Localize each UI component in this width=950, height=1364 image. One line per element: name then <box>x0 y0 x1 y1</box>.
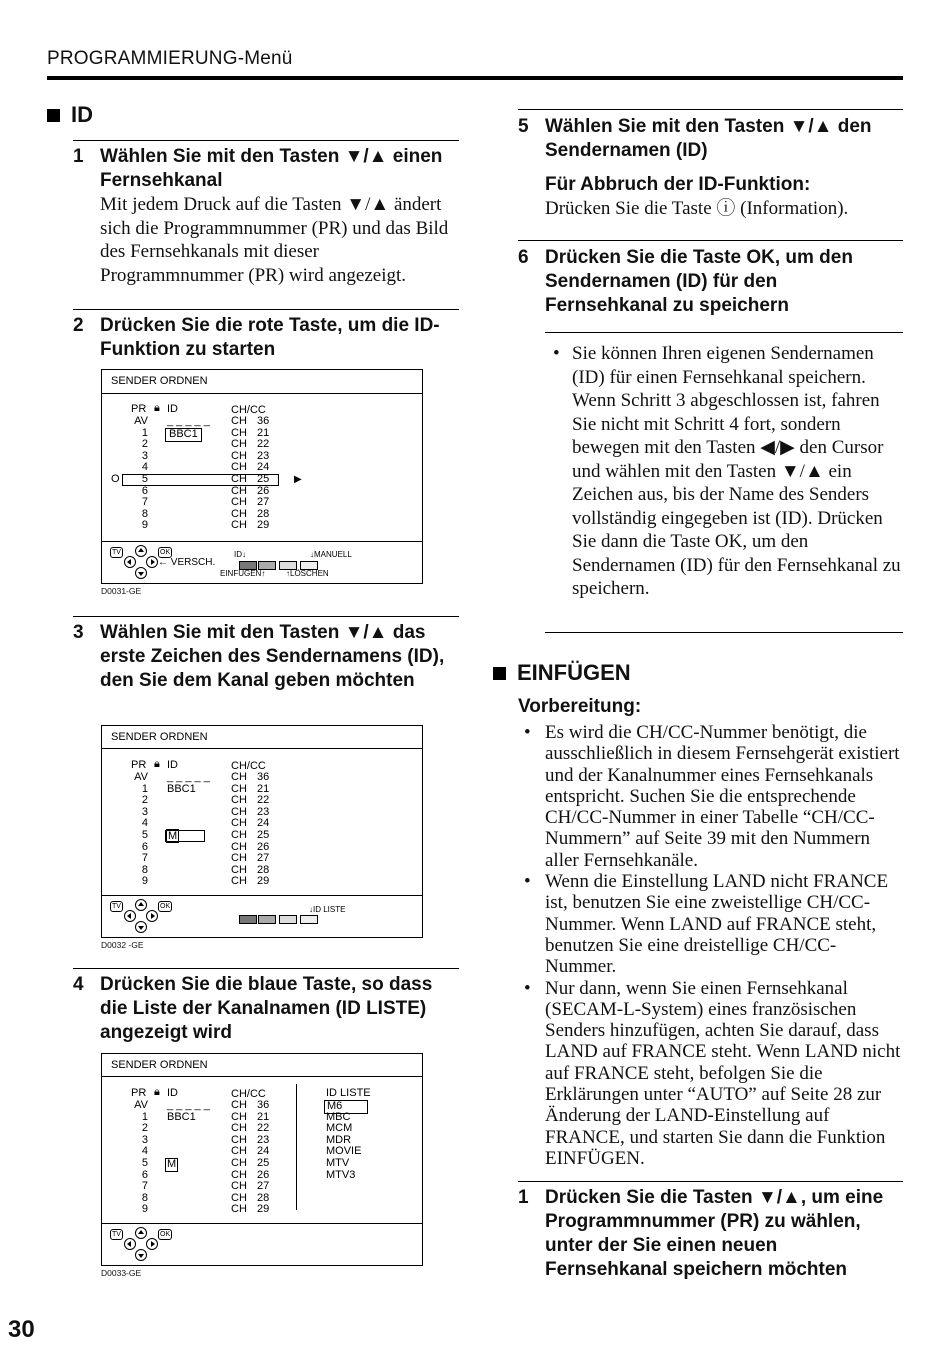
ch-number: 21 <box>257 782 270 795</box>
list-item-text: Wenn die Einstellung LAND nicht FRANCE ist, benutzen Sie eine zweistellige CH/CC-Nummer. Wenn LAND auf FRANCE steht, benutzen Sie eine dreistellige CH/CC-Nummer. <box>545 871 889 978</box>
section-heading-einfuegen: EINFÜGEN <box>493 660 903 686</box>
pr-number: 4 <box>141 1145 148 1158</box>
section-heading-id: ID <box>47 102 459 128</box>
ch-number: 21 <box>257 1110 270 1123</box>
figure-code: D0033-GE <box>101 1268 142 1278</box>
col-id-label: ID <box>167 759 178 771</box>
col-pr-label: PR <box>131 403 147 415</box>
einfuegen-step-1 <box>518 1186 903 1282</box>
ch-number: 27 <box>257 852 270 865</box>
ch-number: 22 <box>257 794 270 807</box>
pr-number: 9 <box>141 875 148 888</box>
ch-number: 25 <box>257 1157 270 1169</box>
figure-code: D0032 -GE <box>101 940 144 950</box>
id-list-title: ID LISTE <box>326 1087 371 1099</box>
pr-number: 7 <box>141 852 148 865</box>
ch-number: 28 <box>257 507 270 520</box>
ch-label: CH <box>231 496 247 509</box>
step-text: Mit jedem Druck auf die Tasten ▼/▲ ändert sich die Programmnummer (PR) und das Bild des Fernsehkanals mit dieser Programmnummer (PR) wird angezeigt. <box>100 194 449 286</box>
step-number: 1 <box>73 146 84 167</box>
col-id-label: ID <box>167 1087 178 1099</box>
header-rule <box>47 76 903 80</box>
step-title: Drücken Sie die Tasten ▼/▲, um eine Programmnummer (PR) zu wählen, unter der Sie einen neuen Fernsehkanal speichern möchten <box>545 1187 884 1280</box>
ch-label: CH <box>231 1122 247 1135</box>
section-einfuegen <box>493 660 903 686</box>
pr-number: 4 <box>141 817 148 830</box>
pr-number: 5 <box>141 473 148 485</box>
step-1 <box>73 145 459 287</box>
pr-number: 1 <box>141 1110 148 1123</box>
row-highlight <box>122 474 279 486</box>
hint-id: ID↓ <box>234 550 246 559</box>
ch-label: CH <box>231 484 247 497</box>
id-cursor-char: M <box>167 1158 177 1170</box>
pr-number: 8 <box>141 507 148 520</box>
ch-label: CH <box>231 852 247 865</box>
col-chcc-label: CH/CC <box>231 404 266 416</box>
pr-number: 6 <box>141 484 148 497</box>
pr-number: 4 <box>141 461 148 474</box>
step-title: Drücken Sie die blaue Taste, so dass die Liste der Kanalnamen (ID LISTE) angezeigt wird <box>100 974 433 1043</box>
hint-einfuegen: EINFÜGEN↑ <box>220 569 266 578</box>
ch-number: 29 <box>257 875 270 888</box>
col-pr-label: PR <box>131 1087 147 1099</box>
step-title: Wählen Sie mit den Tasten ▼/▲ den Sendernamen (ID) <box>545 116 872 161</box>
divider <box>73 140 459 141</box>
list-item-text: Es wird die CH/CC-Nummer benötigt, die ausschließlich in diesem Fernsehgerät existiert und der Kanalnummer eines Fernsehkanals entspricht. Suchen Sie die entsprechende CH/CC-Nummer in einer Tabelle “CH/CC-Nummern” auf Seite 39 mit den Nummern aller Fernsehkanäle. <box>545 722 900 871</box>
pr-number: 5 <box>141 829 148 841</box>
ch-number: 25 <box>257 473 270 485</box>
ch-number: 26 <box>257 484 270 497</box>
ch-number: 23 <box>257 1133 270 1146</box>
id-placeholder: _ _ _ _ _ <box>167 771 210 783</box>
ch-label: CH <box>231 1203 247 1216</box>
id-list-item: MOVIE <box>326 1145 362 1158</box>
figure-code: D0031-GE <box>101 586 142 596</box>
running-header: PROGRAMMIERUNG-Menü <box>47 48 293 69</box>
pr-number: 3 <box>141 1133 148 1146</box>
preparation-heading: Vorbereitung: <box>518 696 642 717</box>
id-list-item: M6 <box>324 1100 368 1114</box>
id-list-item: MTV3 <box>326 1168 356 1181</box>
pr-number: 3 <box>141 805 148 818</box>
list-item <box>518 978 903 1170</box>
osd-title: SENDER ORDNEN <box>111 375 208 387</box>
id-value: BBC1 <box>167 783 196 795</box>
pr-number: 1 <box>141 426 148 439</box>
step-number: 2 <box>73 315 84 336</box>
ch-label: CH <box>231 771 247 783</box>
list-item <box>518 871 903 977</box>
ch-label: CH <box>231 863 247 876</box>
yellow-button-icon <box>279 915 297 924</box>
ch-label: CH <box>231 507 247 520</box>
step-number: 1 <box>518 1187 529 1208</box>
ch-number: 36 <box>257 771 270 783</box>
ok-button-icon: OK <box>160 549 171 556</box>
tv-button-icon: TV <box>112 549 121 556</box>
page-number: 30 <box>8 1316 35 1343</box>
preparation <box>518 695 903 1169</box>
square-bullet-icon <box>47 109 60 122</box>
navigation-pad-icon <box>124 899 158 933</box>
navigation-pad-icon <box>124 1227 158 1261</box>
ch-label: CH <box>231 840 247 853</box>
bullet-icon: • <box>524 722 531 743</box>
id-list-item: MBC <box>326 1110 351 1123</box>
ch-label: CH <box>231 1099 247 1111</box>
pr-number: 6 <box>141 840 148 853</box>
divider <box>518 1181 903 1182</box>
step-number: 4 <box>73 974 84 995</box>
ch-number: 24 <box>257 817 270 830</box>
id-list-item: MTV <box>326 1157 350 1169</box>
ch-number: 25 <box>257 829 270 841</box>
left-column <box>47 102 459 128</box>
right-arrow-icon: ▶ <box>294 474 302 485</box>
id-value: BBC1 <box>165 428 202 442</box>
pr-number: 7 <box>141 1180 148 1193</box>
hint-id-liste: ↓ID LISTE <box>309 905 346 914</box>
col-id-label: ID <box>167 403 178 415</box>
ch-label: CH <box>231 794 247 807</box>
pr-number: 8 <box>141 1191 148 1204</box>
step-3 <box>73 621 459 693</box>
step-4 <box>73 973 459 1045</box>
step-title: Drücken Sie die rote Taste, um die ID-Funktion zu starten <box>100 315 440 360</box>
ok-button-icon: OK <box>160 903 171 910</box>
hint-loeschen: ↑LÖSCHEN <box>286 569 329 578</box>
bullet-icon: • <box>553 343 560 364</box>
ch-number: 22 <box>257 438 270 451</box>
lock-icon: 🔒︎ <box>154 758 160 770</box>
step-title: Wählen Sie mit den Tasten ▼/▲ das erste Zeichen des Sendernamens (ID), den Sie dem Kanal geben möchten <box>100 622 445 691</box>
pr-number: 8 <box>141 863 148 876</box>
id-cursor-field: M <box>165 830 205 842</box>
lock-icon: 🔒︎ <box>154 1086 160 1098</box>
pr-number: 2 <box>141 794 148 807</box>
osd-screen-id-char <box>101 725 423 938</box>
ch-label: CH <box>231 805 247 818</box>
ch-number: 26 <box>257 840 270 853</box>
ch-label: CH <box>231 817 247 830</box>
pr-number: 3 <box>141 449 148 462</box>
divider <box>545 632 903 633</box>
selection-marker: O <box>111 473 120 485</box>
square-bullet-icon <box>493 667 506 680</box>
ch-number: 23 <box>257 805 270 818</box>
id-list-item: MCM <box>326 1122 353 1135</box>
ch-label: CH <box>231 426 247 439</box>
list-item-text: Nur dann, wenn Sie einen Fernsehkanal (SECAM-L-System) eines französischen Senders hinzufügen, achten Sie darauf, dass LAND auf FRANCE steht. Wenn LAND nicht auf FRANCE steht, befolgen Sie die Erklärungen unter “AUTO” auf Seite 28 zur Änderung der LAND-Einstellung auf FRANCE, und starten Sie dann die Funktion EINFÜGEN. <box>545 977 901 1169</box>
divider <box>545 332 903 333</box>
id-list-item: MDR <box>326 1133 352 1146</box>
ch-label: CH <box>231 1191 247 1204</box>
ch-number: 27 <box>257 496 270 509</box>
divider <box>518 109 903 110</box>
pr-number: AV <box>134 1099 148 1111</box>
ch-label: CH <box>231 1133 247 1146</box>
ch-label: CH <box>231 473 247 485</box>
step-title: Wählen Sie mit den Tasten ▼/▲ einen Fernsehkanal <box>100 146 443 191</box>
ch-number: 24 <box>257 1145 270 1158</box>
divider <box>518 240 903 241</box>
divider <box>73 309 459 310</box>
ch-label: CH <box>231 519 247 532</box>
tv-button-icon: TV <box>112 903 121 910</box>
pr-number: 1 <box>141 782 148 795</box>
ch-label: CH <box>231 1168 247 1181</box>
id-value: BBC1 <box>167 1111 196 1123</box>
step-6-note <box>553 342 903 601</box>
ch-label: CH <box>231 1180 247 1193</box>
ch-label: CH <box>231 1157 247 1169</box>
green-button-icon <box>258 915 276 924</box>
divider <box>73 968 459 969</box>
osd-title: SENDER ORDNEN <box>111 731 208 743</box>
ch-label: CH <box>231 1110 247 1123</box>
ch-label: CH <box>231 449 247 462</box>
pr-number: 7 <box>141 496 148 509</box>
ch-number: 36 <box>257 415 270 427</box>
ch-number: 26 <box>257 1168 270 1181</box>
step-number: 6 <box>518 247 529 268</box>
step-6 <box>518 246 903 318</box>
ch-label: CH <box>231 782 247 795</box>
id-placeholder: _ _ _ _ _ <box>167 415 210 427</box>
col-pr-label: PR <box>131 759 147 771</box>
pr-number: 2 <box>141 1122 148 1135</box>
step-title: Drücken Sie die Taste OK, um den Sendernamen (ID) für den Fernsehkanal zu speichern <box>545 247 853 316</box>
ok-button-icon: OK <box>160 1231 171 1238</box>
col-chcc-label: CH/CC <box>231 1088 266 1100</box>
step-2 <box>73 314 459 362</box>
ch-number: 36 <box>257 1099 270 1111</box>
id-placeholder: _ _ _ _ _ <box>167 1099 210 1111</box>
tv-button-icon: TV <box>112 1231 121 1238</box>
ch-number: 27 <box>257 1180 270 1193</box>
ch-number: 24 <box>257 461 270 474</box>
ch-label: CH <box>231 829 247 841</box>
ch-number: 28 <box>257 1191 270 1204</box>
pr-number: 5 <box>141 1157 148 1169</box>
ch-number: 23 <box>257 449 270 462</box>
pr-number: 9 <box>141 519 148 532</box>
cancel-heading: Für Abbruch der ID-Funktion: <box>545 174 811 195</box>
ch-number: 22 <box>257 1122 270 1135</box>
bullet-icon: • <box>524 977 531 999</box>
ch-number: 29 <box>257 519 270 532</box>
ch-label: CH <box>231 415 247 427</box>
cancel-text: Drücken Sie die Taste ⓘ (Information). <box>545 198 849 219</box>
ch-number: 29 <box>257 1203 270 1216</box>
ch-label: CH <box>231 1145 247 1158</box>
lock-icon: 🔒︎ <box>154 402 160 414</box>
navigation-pad-icon <box>124 545 158 579</box>
list-item <box>518 722 903 871</box>
osd-screen-id-start <box>101 369 423 584</box>
pr-number: AV <box>134 771 148 783</box>
ch-label: CH <box>231 438 247 451</box>
pr-number: AV <box>134 415 148 427</box>
osd-screen-id-list <box>101 1053 423 1266</box>
step-5 <box>518 115 903 221</box>
step-number: 3 <box>73 622 84 643</box>
pr-number: 9 <box>141 1203 148 1216</box>
ch-number: 28 <box>257 863 270 876</box>
pr-number: 2 <box>141 438 148 451</box>
column-divider <box>296 1084 297 1210</box>
ch-label: CH <box>231 875 247 888</box>
ch-label: CH <box>231 461 247 474</box>
pr-number: 6 <box>141 1168 148 1181</box>
col-chcc-label: CH/CC <box>231 760 266 772</box>
divider <box>73 616 459 617</box>
bullet-icon: • <box>524 871 531 893</box>
preparation-list <box>518 722 903 1169</box>
step-number: 5 <box>518 116 529 137</box>
ch-number: 21 <box>257 426 270 439</box>
osd-title: SENDER ORDNEN <box>111 1059 208 1071</box>
hint-manuell: ↓MANUELL <box>310 550 352 559</box>
hint-versch: ← VERSCH. <box>158 557 216 568</box>
blue-button-icon <box>300 915 318 924</box>
red-button-icon <box>239 915 257 924</box>
note-text: Sie können Ihren eigenen Sendernamen (ID) für einen Fernsehkanal speichern. Wenn Schritt 3 abgeschlossen ist, fahren Sie nicht mit Schritt 4 fort, sondern bewegen mit den Tasten ◀/▶ den Cursor und wählen mit den Tasten ▼/▲ ein Zeichen aus, bis der Name des Senders vollständig eingegeben ist (ID). Drücken Sie dann die Taste OK, um den Sendernamen (ID) für den Fernsehkanal zu speichern. <box>572 343 901 599</box>
